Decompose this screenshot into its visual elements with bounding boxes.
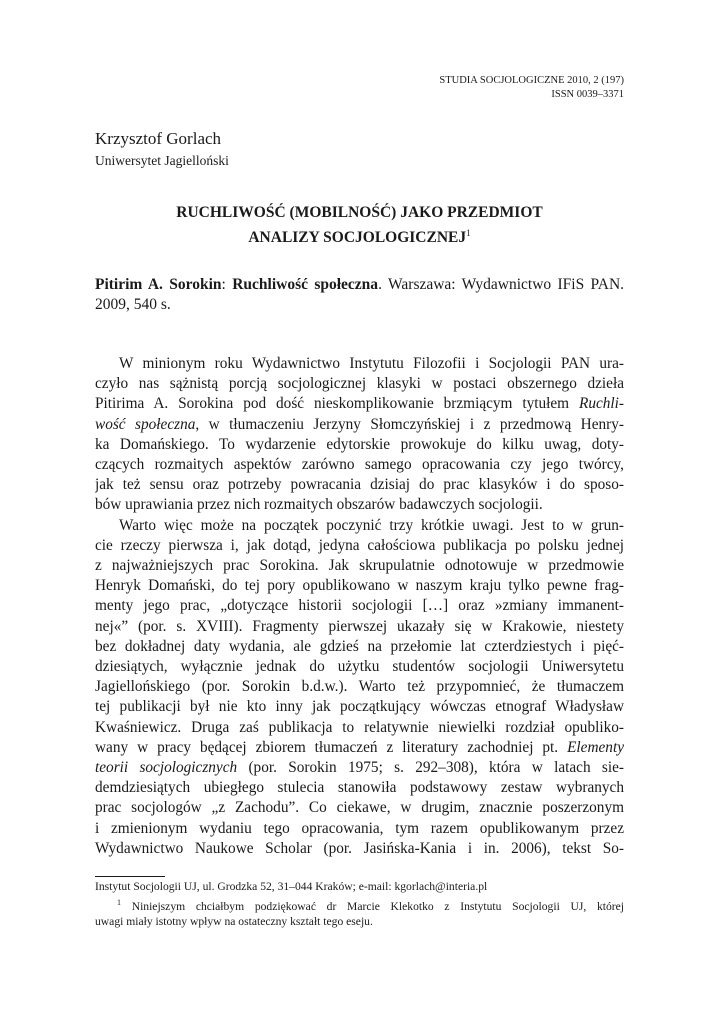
body-line: dziesiątych, wyłącznie jednak do użytku studentów socjologii Uniwersytetu xyxy=(95,658,624,676)
body-text: , w tłumaczeniu Jerzyny Słomczyńskiej i z przedmową Henry- xyxy=(195,415,624,433)
body-line: czyło nas sążnistą porcją socjologicznej klasyki w postaci obszernego dzieła xyxy=(95,375,624,393)
author-name: Krzysztof Gorlach xyxy=(95,129,222,148)
title-footnote-marker[interactable]: 1 xyxy=(466,228,471,238)
body-line xyxy=(95,758,624,778)
book-publisher: . Warszawa: Wydawnictwo IFiS PAN. xyxy=(378,276,624,293)
body-line: jak też sensu oraz potrzeby powracania dzisiaj do prac klasyków i do sposo- xyxy=(95,476,624,494)
paragraph-1 xyxy=(95,354,624,516)
body-line: Warto więc może na początek poczynić trzy krótkie uwagi. Jest to w grun- xyxy=(119,516,624,534)
book-title: Ruchliwość społeczna xyxy=(232,276,379,293)
body-line xyxy=(95,394,624,414)
body-line: Wydawnictwo Naukowe Scholar (por. Jasińska-Kania i in. 2006), tekst So- xyxy=(95,839,624,857)
footnote-1 xyxy=(95,895,624,930)
body-line xyxy=(95,738,624,758)
body-line: czących rozmaitych aspektów zarówno samego opracowania czy jego twórcy, xyxy=(95,456,624,474)
body-line: nej«” (por. s. XVIII). Fragmenty pierwszej ukazały się w Krakowie, niestety xyxy=(95,617,624,635)
footnote-divider xyxy=(95,876,165,877)
body-line: menty jego prac, „dotyczące historii socjologii […] oraz »zmiany immanent- xyxy=(95,597,624,615)
body-line: cie rzeczy pierwsza i, jak dotąd, jedyna całościowa publikacja po polsku jednej xyxy=(95,536,624,554)
body-line: demdziesiątych ubiegłego stulecia stanowiła podstawowy zestaw wybranych xyxy=(95,779,624,797)
body-line: z najważniejszych prac Sorokina. Jak skrupulatnie odnotowuje w przedmowie xyxy=(95,557,624,575)
body-line: Henryk Domański, do tej pory opublikowano w naszym kraju tylko pewne frag- xyxy=(95,577,624,595)
body-line: i zmienionym wydaniu tego opracowania, tym razem opublikowanym przez xyxy=(95,819,624,837)
article-body xyxy=(95,354,624,859)
book-title-italic: Ruchli- xyxy=(578,395,624,413)
article-title xyxy=(95,203,624,248)
body-line: prac socjologów „z Zachodu”. Co ciekawe, w drugim, znacznie poszerzonym xyxy=(95,799,624,817)
footnote-1-line-1 xyxy=(95,895,624,914)
footnotes xyxy=(95,879,624,929)
issn: ISSN 0039–3371 xyxy=(551,89,624,100)
body-line: ka Domańskiego. To wydarzenie edytorskie prowokuje do kilku uwag, doty- xyxy=(95,435,624,453)
paragraph-2 xyxy=(95,516,624,859)
body-text: wany w pracy będącej zbiorem tłumaczeń z literatury zachodniej pt. xyxy=(95,738,568,756)
cited-title-italic: teorii socjologicznych xyxy=(95,759,238,777)
author-block xyxy=(95,128,229,170)
journal-citation: STUDIA SOCJOLOGICZNE 2010, 2 (197) xyxy=(439,75,624,86)
title-line-1: RUCHLIWOŚĆ (MOBILNOŚĆ) JAKO PRZEDMIOT xyxy=(176,204,543,221)
body-line: tej publikacji był nie kto inny jak początkujący wówczas etnograf Władysław xyxy=(95,698,624,716)
book-author: Pitirim A. Sorokin xyxy=(95,276,222,293)
author-affiliation: Uniwersytet Jagielloński xyxy=(95,153,229,168)
body-line: bez dokładnej daty wydania, ale gdzieś na przełomie lat czterdziestych i pięć- xyxy=(95,637,624,655)
book-separator: : xyxy=(221,276,233,293)
body-text: Pitirima A. Sorokina pod dość nieskomplikowanie brzmiącym tytułem xyxy=(95,395,579,413)
body-line: Kwaśniewicz. Druga zaś publikacja to relatywnie niewielki rozdział opubliko- xyxy=(95,718,624,736)
body-line: bów uprawiania przez nich rozmaitych obszarów badawczych socjologii. xyxy=(95,496,543,514)
running-head xyxy=(439,74,624,102)
book-title-italic: wość społeczna xyxy=(95,415,196,433)
body-line xyxy=(95,415,624,435)
title-line-2-text: ANALIZY SOCJOLOGICZNEJ xyxy=(248,229,467,247)
footnote-1-line-2: uwagi miały istotny wpływ na ostateczny kształt tego eseju. xyxy=(95,914,373,928)
body-line: W minionym roku Wydawnictwo Instytutu Filozofii i Socjologii PAN ura- xyxy=(119,355,624,372)
footnote-1-marker: 1 xyxy=(117,897,121,907)
footnote-1-text: Niniejszym chciałbym podziękować dr Marcie Klekotko z Instytutu Socjologii UJ, której xyxy=(121,899,624,913)
title-line-2 xyxy=(95,223,624,248)
cited-title-italic: Elementy xyxy=(567,738,624,756)
author-address-footnote: Instytut Socjologii UJ, ul. Grodzka 52, 31–044 Kraków; e-mail: kgorlach@interia.pl xyxy=(95,880,488,893)
body-line: Jagiellońskiego (por. Sorokin b.d.w.). Warto też przypomnieć, że tłumaczem xyxy=(95,678,624,696)
book-ref-line-1 xyxy=(95,275,624,295)
body-text: (por. Sorokin 1975; s. 292–308), która w latach sie- xyxy=(237,759,624,777)
reviewed-book-reference xyxy=(95,275,624,315)
book-ref-line-2: 2009, 540 s. xyxy=(95,296,171,313)
